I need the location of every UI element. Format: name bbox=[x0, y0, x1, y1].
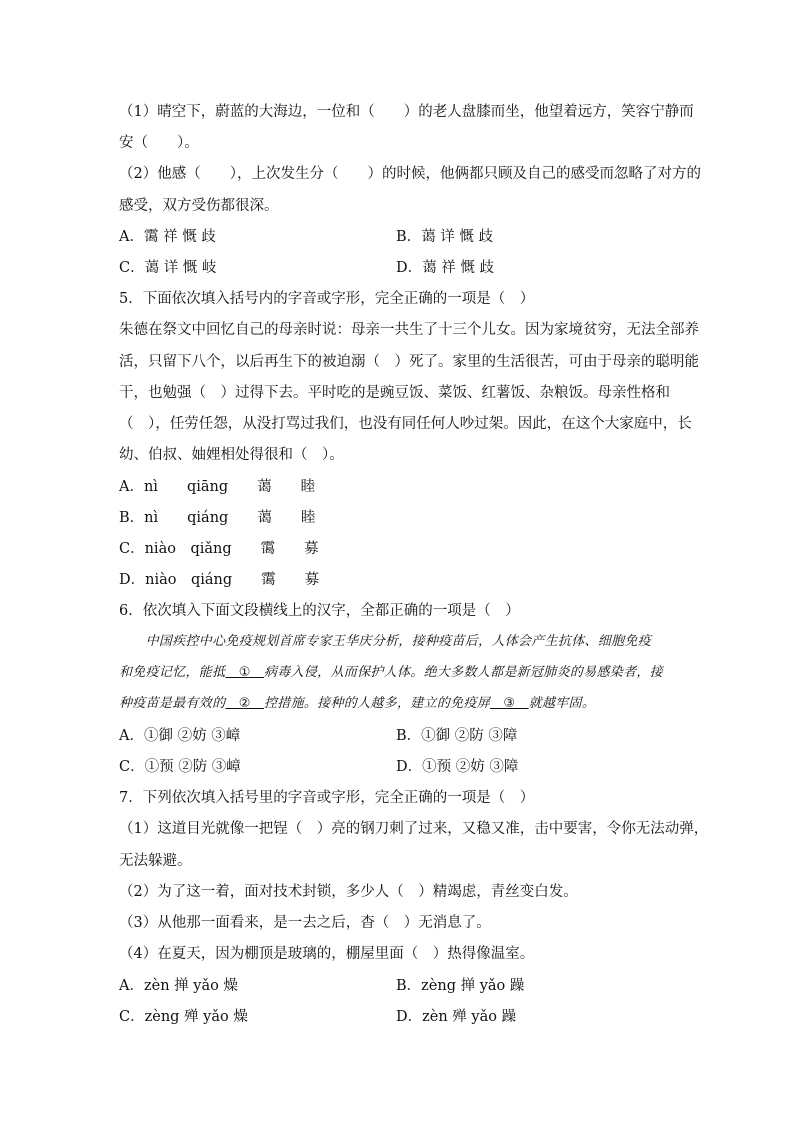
q6-para-line3-b: 控措施。接种的人越多，建立的免疫屏 bbox=[263, 696, 491, 711]
q7-option-c[interactable]: C．zèng 殚 yǎo 燥 bbox=[119, 1009, 248, 1025]
q7-sentence1-line2: 无法躲避。 bbox=[119, 853, 192, 869]
q5-option-d[interactable]: D．niào qiáng 霭 募 bbox=[119, 572, 320, 588]
q6-para-line2-a: 和免疫记忆，能抵 bbox=[119, 665, 226, 680]
q6-option-d[interactable]: D．①预 ②妨 ③障 bbox=[396, 759, 519, 775]
q6-option-b[interactable]: B．①御 ②防 ③障 bbox=[396, 728, 518, 744]
q4-sentence2-line2: 感受，双方受伤都很深。 bbox=[119, 198, 279, 214]
q5-option-b[interactable]: B．nì qiáng 蔼 睦 bbox=[119, 510, 316, 526]
q7-sentence1-line1: （1）这道目光就像一把锃（ ）亮的钢刀刺了过来，又稳又准，击中要害，令你无法动弹， bbox=[119, 821, 709, 837]
q6-option-c[interactable]: C．①预 ②防 ③嶂 bbox=[119, 759, 241, 775]
q5-stem: 5．下面依次填入括号内的字音或字形，完全正确的一项是（ ） bbox=[119, 291, 535, 307]
q7-sentence4: （4）在夏天，因为棚顶是玻璃的，棚屋里面（ ）热得像温室。 bbox=[119, 946, 535, 962]
q7-option-b[interactable]: B．zèng 掸 yǎo 躁 bbox=[396, 978, 525, 994]
q6-option-a[interactable]: A．①御 ②妨 ③嶂 bbox=[119, 728, 241, 744]
q7-option-a[interactable]: A．zèn 掸 yǎo 燥 bbox=[119, 978, 238, 994]
q6-para-line2 bbox=[119, 663, 679, 683]
q5-para-line4: （ ），任劳任怨，从没打骂过我们，也没有同任何人吵过架。因此，在这个大家庭中，长 bbox=[119, 416, 692, 432]
q4-option-a[interactable]: A．霭 祥 慨 歧 bbox=[119, 229, 216, 245]
q5-para-line1: 朱德在祭文中回忆自己的母亲时说：母亲一共生了十三个儿女。因为家境贫穷，无法全部养 bbox=[119, 322, 699, 338]
q6-blank-1: ① bbox=[225, 665, 264, 680]
q4-option-b[interactable]: B．蔼 详 慨 歧 bbox=[396, 229, 493, 245]
q7-sentence3: （3）从他那一面看来，是一去之后，杳（ ）无消息了。 bbox=[119, 915, 491, 931]
q4-option-c[interactable]: C．蔼 详 慨 岐 bbox=[119, 260, 217, 276]
q6-para-line2-b: 病毒入侵，从而保护人体。绝大多数人都是新冠肺炎的易感染者，接 bbox=[263, 665, 663, 680]
q5-option-c[interactable]: C．niào qiǎng 霭 募 bbox=[119, 541, 319, 557]
q7-option-d[interactable]: D．zèn 殚 yǎo 躁 bbox=[396, 1009, 517, 1025]
q6-blank-3: ③ bbox=[490, 696, 529, 711]
q5-para-line5: 幼、伯叔、妯娌相处得很和（ ）。 bbox=[119, 447, 344, 463]
q4-sentence1-line2: 安（ ）。 bbox=[119, 135, 199, 151]
q7-stem: 7．下列依次填入括号里的字音或字形，完全正确的一项是（ ） bbox=[119, 790, 535, 806]
q6-para-line3 bbox=[119, 694, 679, 714]
q5-para-line3: 干，也勉强（ ）过得下去。平时吃的是豌豆饭、菜饭、红薯饭、杂粮饭。母亲性格和 bbox=[119, 385, 670, 401]
q4-sentence1-line1: （1）晴空下，蔚蓝的大海边，一位和（ ）的老人盘膝而坐，他望着远方，笑容宁静而 bbox=[119, 104, 694, 120]
q6-stem: 6．依次填入下面文段横线上的汉字，全都正确的一项是（ ） bbox=[119, 603, 520, 619]
q6-para-line1: 中国疾控中心免疫规划首席专家王华庆分析，接种疫苗后，人体会产生抗体、细胞免疫 bbox=[119, 634, 652, 649]
q6-para-line3-c: 就越牢固。 bbox=[528, 696, 596, 711]
q5-option-a[interactable]: A．nì qiāng 蔼 睦 bbox=[119, 479, 316, 495]
q4-option-d[interactable]: D．蔼 祥 慨 歧 bbox=[396, 260, 494, 276]
q4-sentence2-line1: （2）他感（ ），上次发生分（ ）的时候，他俩都只顾及自己的感受而忽略了对方的 bbox=[119, 166, 701, 182]
q5-para-line2: 活，只留下八个，以后再生下的被迫溺（ ）死了。家里的生活很苦，可由于母亲的聪明能 bbox=[119, 354, 699, 370]
q6-blank-2: ② bbox=[225, 696, 264, 711]
q7-sentence2: （2）为了这一着，面对技术封锁，多少人（ ）精竭虑，青丝变白发。 bbox=[119, 884, 578, 900]
q6-para-line3-a: 种疫苗是最有效的 bbox=[119, 696, 226, 711]
